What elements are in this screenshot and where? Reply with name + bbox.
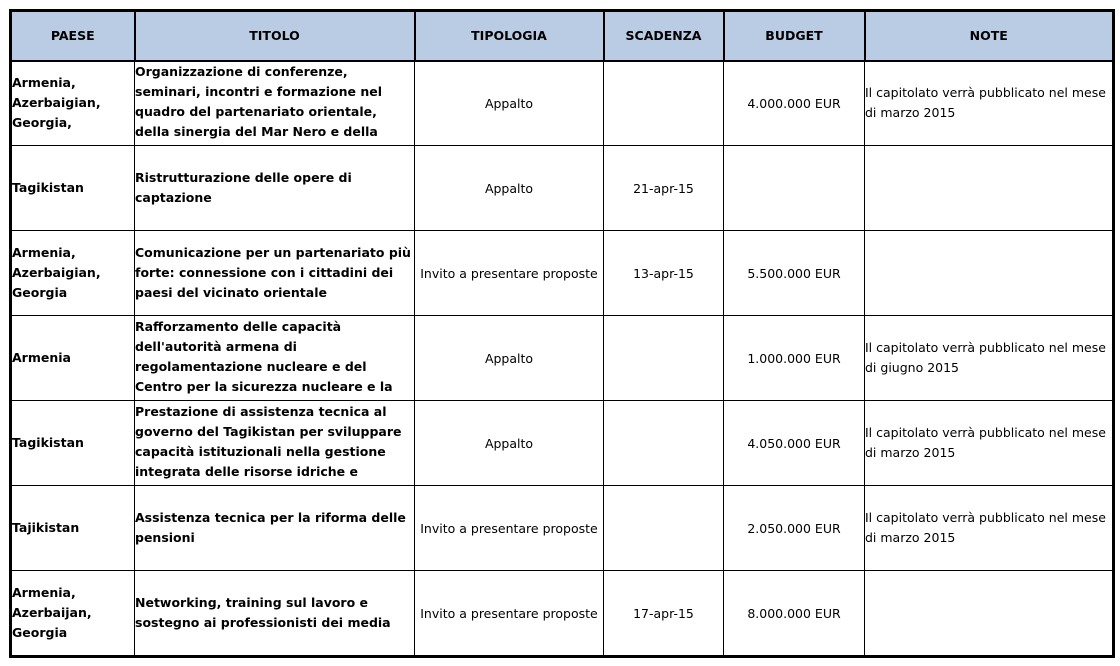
cell-paese-text: Tagikistan (12, 435, 84, 450)
cell-paese (11, 571, 135, 657)
cell-scadenza (604, 401, 724, 486)
cell-titolo (135, 571, 415, 657)
cell-titolo (135, 146, 415, 231)
cell-note: Il capitolato verrà pubblicato nel mese di marzo 2015 (865, 61, 1114, 146)
cell-titolo (135, 61, 415, 146)
cell-note: Il capitolato verrà pubblicato nel mese di marzo 2015 (865, 401, 1114, 486)
table-row (11, 231, 1114, 316)
cell-paese (11, 231, 135, 316)
header-titolo: TITOLO (135, 11, 415, 61)
cell-tipologia: Invito a presentare proposte (415, 231, 604, 316)
header-row (11, 11, 1114, 61)
cell-titolo-text: Networking, training sul lavoro e sostegno ai professionisti dei media (135, 595, 391, 630)
cell-budget: 4.050.000 EUR (724, 401, 865, 486)
cell-note: Il capitolato verrà pubblicato nel mese di marzo 2015 (865, 486, 1114, 571)
cell-titolo-text: Assistenza tecnica per la riforma delle pensioni (135, 510, 406, 545)
cell-note (865, 571, 1114, 657)
cell-budget: 8.000.000 EUR (724, 571, 865, 657)
table-row (11, 401, 1114, 486)
cell-titolo (135, 401, 415, 486)
table-header (11, 11, 1114, 61)
cell-paese-text: Armenia, Azerbaigian, Georgia, (12, 75, 101, 131)
cell-paese (11, 401, 135, 486)
table-row (11, 571, 1114, 657)
cell-tipologia: Appalto (415, 401, 604, 486)
table-body (11, 61, 1114, 657)
cell-note (865, 146, 1114, 231)
cell-budget: 1.000.000 EUR (724, 316, 865, 401)
cell-paese-text: Armenia (12, 350, 71, 365)
table-row (11, 61, 1114, 146)
cell-titolo-text: Ristrutturazione delle opere di captazione (135, 170, 352, 205)
cell-scadenza (604, 61, 724, 146)
cell-tipologia: Invito a presentare proposte (415, 571, 604, 657)
cell-note: Il capitolato verrà pubblicato nel mese di giugno 2015 (865, 316, 1114, 401)
cell-scadenza: 21-apr-15 (604, 146, 724, 231)
cell-scadenza (604, 486, 724, 571)
cell-titolo-text: Prestazione di assistenza tecnica al governo del Tagikistan per sviluppare capacità istituzionali nella gestione integrata delle risorse idriche e (135, 404, 402, 479)
cell-budget: 2.050.000 EUR (724, 486, 865, 571)
cell-tipologia: Appalto (415, 61, 604, 146)
cell-scadenza: 13-apr-15 (604, 231, 724, 316)
cell-paese (11, 316, 135, 401)
cell-paese-text: Armenia, Azerbaijan, Georgia (12, 585, 92, 640)
cell-titolo-text: Comunicazione per un partenariato più forte: connessione con i cittadini dei paesi del vicinato orientale (135, 245, 411, 300)
header-budget: BUDGET (724, 11, 865, 61)
table-row (11, 316, 1114, 401)
cell-paese (11, 146, 135, 231)
cell-titolo-text: Rafforzamento delle capacità dell'autorità armena di regolamentazione nucleare e del Centro per la sicurezza nucleare e la (135, 319, 393, 394)
table-row (11, 146, 1114, 231)
cell-titolo (135, 486, 415, 571)
header-tipologia: TIPOLOGIA (415, 11, 604, 61)
cell-budget: 4.000.000 EUR (724, 61, 865, 146)
tenders-table (9, 9, 1115, 658)
cell-budget (724, 146, 865, 231)
cell-titolo-text: Organizzazione di conferenze, seminari, incontri e formazione nel quadro del partenariato orientale, della sinergia del Mar Nero e della (135, 64, 382, 140)
header-note: NOTE (865, 11, 1114, 61)
cell-note (865, 231, 1114, 316)
header-scadenza: SCADENZA (604, 11, 724, 61)
cell-titolo (135, 231, 415, 316)
cell-tipologia: Appalto (415, 146, 604, 231)
cell-scadenza (604, 316, 724, 401)
cell-paese (11, 61, 135, 146)
cell-scadenza: 17-apr-15 (604, 571, 724, 657)
cell-tipologia: Appalto (415, 316, 604, 401)
cell-paese (11, 486, 135, 571)
table-row (11, 486, 1114, 571)
cell-paese-text: Tajikistan (12, 520, 80, 535)
cell-budget: 5.500.000 EUR (724, 231, 865, 316)
header-paese: PAESE (11, 11, 135, 61)
cell-titolo (135, 316, 415, 401)
cell-paese-text: Tagikistan (12, 180, 84, 195)
cell-paese-text: Armenia, Azerbaigian, Georgia (12, 245, 101, 300)
cell-tipologia: Invito a presentare proposte (415, 486, 604, 571)
